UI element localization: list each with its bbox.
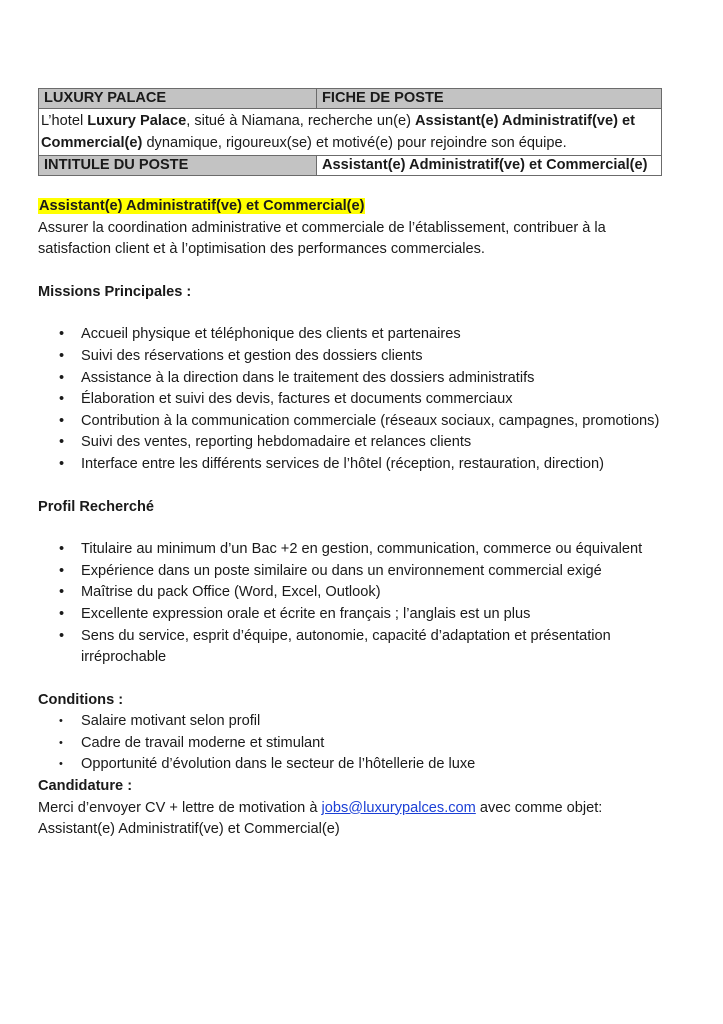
- intro-company: Luxury Palace: [87, 113, 187, 129]
- list-item: • Suivi des ventes, reporting hebdomadaire et relances clients: [38, 432, 663, 454]
- bullet-icon: •: [59, 605, 65, 622]
- list-item: • Expérience dans un poste similaire ou dans un environnement commercial exigé: [38, 561, 663, 583]
- summary-title: Assistant(e) Administratif(ve) et Commercial(e): [39, 198, 365, 214]
- profile-list: [38, 539, 663, 669]
- position-row: [39, 156, 662, 176]
- list-item: • Assistance à la direction dans le traitement des dossiers administratifs: [38, 368, 663, 390]
- bullet-icon: •: [59, 758, 63, 771]
- bullet-icon: •: [59, 412, 65, 429]
- list-item: • Sens du service, esprit d’équipe, autonomie, capacité d’adaptation et présentation irréprochable: [59, 627, 611, 666]
- list-item: • Contribution à la communication commerciale (réseaux sociaux, campagnes, promotions): [38, 411, 663, 433]
- company-name-cell: LUXURY PALACE: [39, 89, 317, 109]
- list-item: • Suivi des réservations et gestion des dossiers clients: [38, 346, 663, 368]
- summary-text: Assurer la coordination administrative et commerciale de l’établissement, contribuer à la satisfaction client et à l’optimisation des performances commerciales.: [38, 219, 606, 258]
- intro-job-title: Assistant(e) Administratif(ve) et Commercial(e): [41, 113, 636, 151]
- bullet-icon: •: [59, 369, 65, 386]
- list-item: • Maîtrise du pack Office (Word, Excel, Outlook): [38, 582, 663, 604]
- position-label-cell: INTITULE DU POSTE: [39, 156, 317, 176]
- bullet-icon: •: [59, 326, 65, 343]
- profile-title: Profil Recherché: [38, 498, 154, 515]
- list-item: • Élaboration et suivi des devis, factures et documents commerciaux: [38, 389, 663, 411]
- missions-list: [38, 324, 663, 475]
- list-item: • Accueil physique et téléphonique des clients et partenaires: [38, 324, 663, 346]
- list-item: • Salaire motivant selon profil: [38, 711, 663, 733]
- list-item: • Opportunité d’évolution dans le secteur de l’hôtellerie de luxe: [38, 754, 663, 776]
- conditions-list: [38, 711, 663, 776]
- bullet-icon: •: [59, 562, 65, 579]
- bullet-icon: •: [59, 391, 65, 408]
- bullet-icon: •: [59, 455, 65, 472]
- intro-text-3: dynamique, rigoureux(se) et motivé(e) pour rejoindre son équipe.: [142, 135, 567, 151]
- position-value-cell: Assistant(e) Administratif(ve) et Commercial(e): [317, 156, 662, 176]
- bullet-icon: •: [59, 715, 63, 728]
- header-title-row: [39, 89, 662, 109]
- intro-text-1: L’hotel: [41, 113, 88, 129]
- missions-title: Missions Principales :: [38, 283, 192, 300]
- bullet-icon: •: [59, 627, 65, 644]
- intro-text-2: , situé à Niamana, recherche un(e): [186, 113, 415, 129]
- summary-section: [38, 196, 663, 218]
- bullet-icon: •: [59, 347, 65, 364]
- conditions-title: Conditions :: [38, 691, 124, 708]
- doc-type-cell: FICHE DE POSTE: [317, 89, 662, 109]
- list-item: • Cadre de travail moderne et stimulant: [38, 733, 663, 755]
- bullet-icon: •: [59, 736, 63, 749]
- list-item: • Titulaire au minimum d’un Bac +2 en gestion, communication, commerce ou équivalent: [38, 539, 663, 561]
- header-intro-row: [39, 109, 662, 156]
- job-posting-document: [38, 88, 663, 841]
- bullet-icon: •: [59, 541, 65, 558]
- list-item: • Excellente expression orale et écrite en français ; l’anglais est un plus: [38, 604, 663, 626]
- application-title: Candidature :: [38, 778, 133, 795]
- email-link[interactable]: jobs@luxurypalces.com: [321, 799, 476, 816]
- list-item: • Interface entre les différents services de l’hôtel (réception, restauration, direction): [38, 454, 663, 476]
- intro-paragraph: [39, 109, 662, 156]
- header-table: [38, 88, 662, 176]
- bullet-icon: •: [59, 434, 65, 451]
- bullet-icon: •: [59, 584, 65, 601]
- application-text: Merci d’envoyer CV + lettre de motivation à jobs@luxurypalces.com avec comme objet: Assistant(e) Administratif(ve) et Commercial(e): [38, 799, 603, 838]
